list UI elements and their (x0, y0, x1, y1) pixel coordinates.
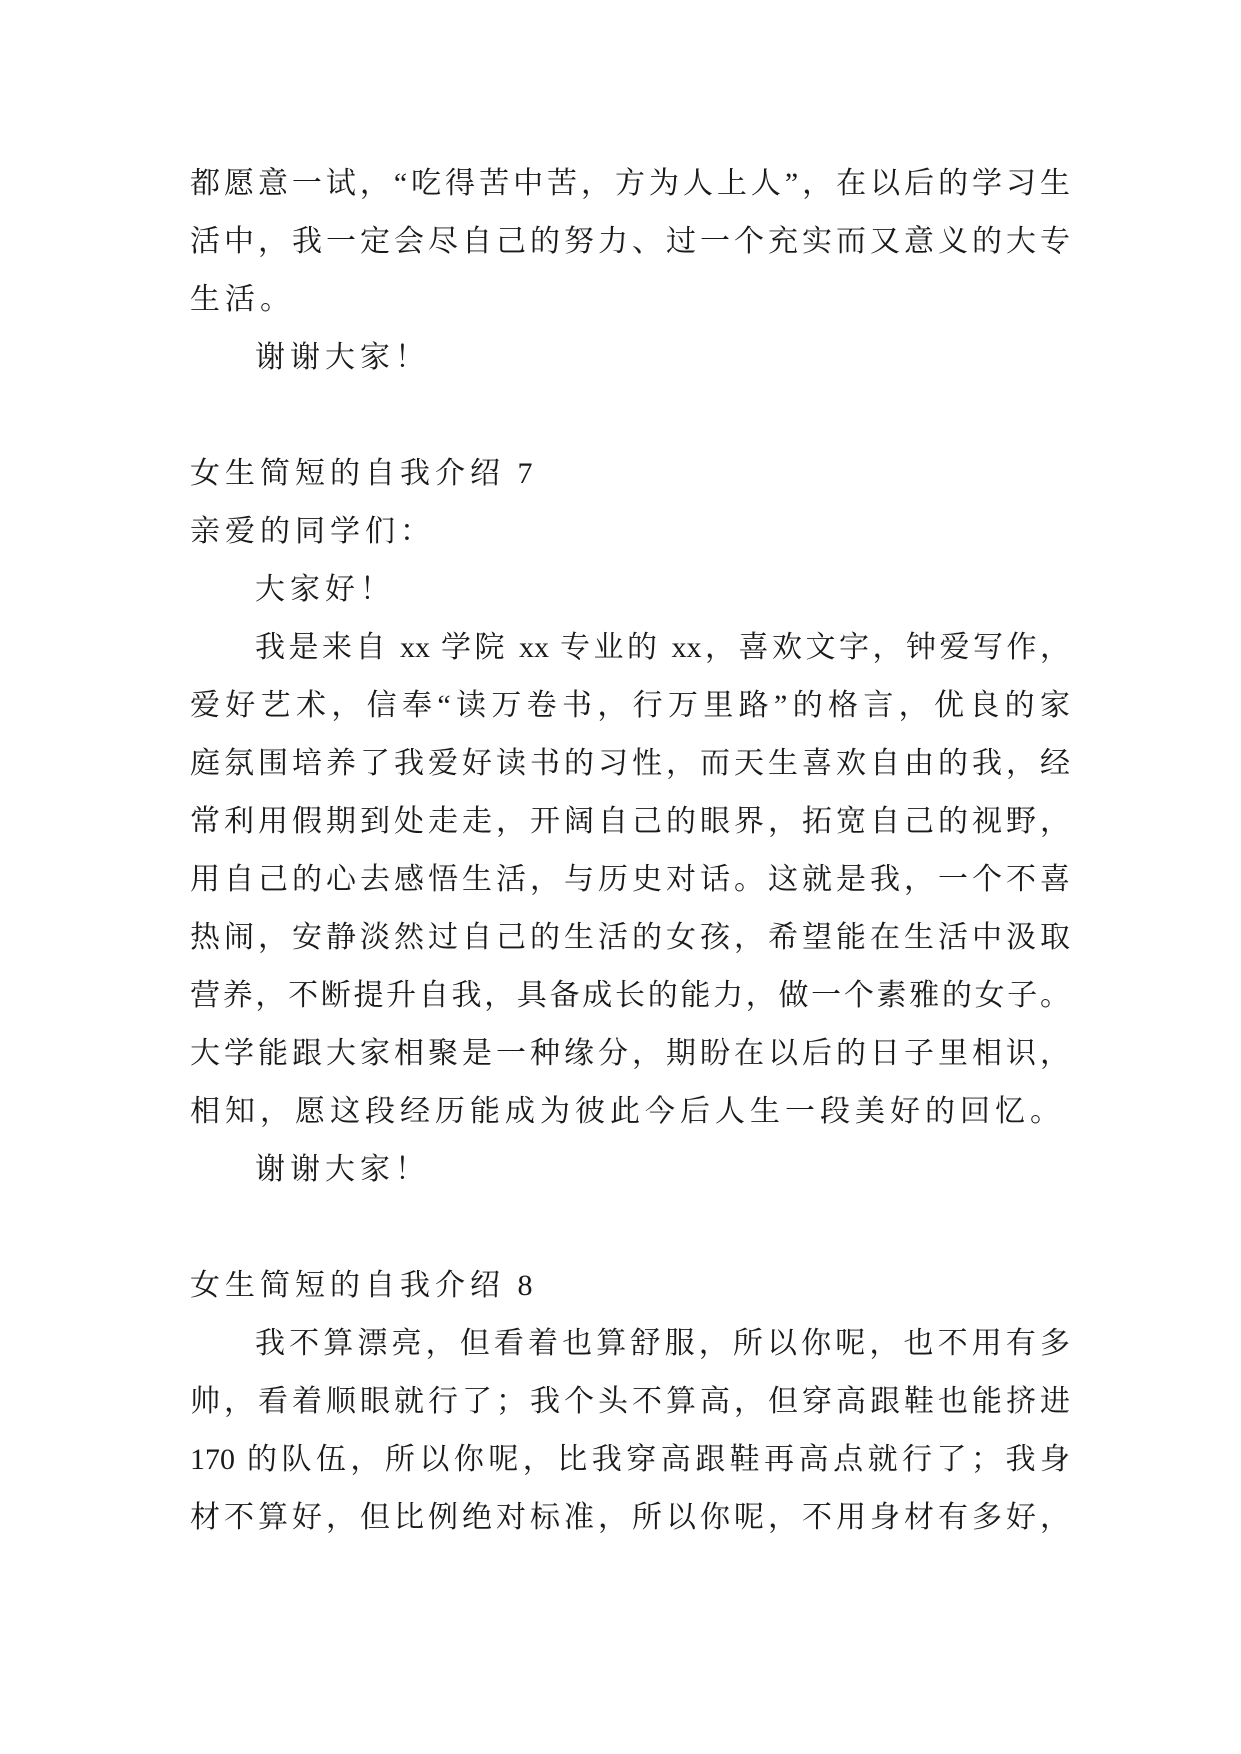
text-line: 爱好艺术，信奉“读万卷书，行万里路”的格言，优良的家 (190, 689, 1070, 722)
text-line: 我是来自 xx 学院 xx 专业的 xx，喜欢文字，钟爱写作， (255, 631, 1070, 664)
text-line: 谢谢大家！ (255, 1153, 430, 1186)
text-line: 材不算好，但比例绝对标准，所以你呢，不用身材有多好， (190, 1501, 1070, 1534)
text-line: 活中，我一定会尽自己的努力、过一个充实而又意义的大专 (190, 225, 1070, 258)
text-line: 热闹，安静淡然过自己的生活的女孩，希望能在生活中汲取 (190, 921, 1070, 954)
text-line: 170 的队伍，所以你呢，比我穿高跟鞋再高点就行了；我身 (190, 1443, 1070, 1476)
text-line: 都愿意一试，“吃得苦中苦，方为人上人”，在以后的学习生 (190, 167, 1070, 200)
document-body (190, 155, 1070, 1547)
text-line: 庭氛围培养了我爱好读书的习性，而天生喜欢自由的我，经 (190, 747, 1070, 780)
text-line: 帅，看着顺眼就行了；我个头不算高，但穿高跟鞋也能挤进 (190, 1385, 1070, 1418)
text-line: 我不算漂亮，但看着也算舒服，所以你呢，也不用有多 (255, 1327, 1070, 1360)
text-line: 亲爱的同学们： (190, 515, 435, 548)
section-heading: 女生简短的自我介绍 7 (190, 457, 538, 490)
section-heading: 女生简短的自我介绍 8 (190, 1269, 538, 1302)
text-line: 生活。 (190, 283, 295, 316)
text-line: 营养，不断提升自我，具备成长的能力，做一个素雅的女子。 (190, 979, 1070, 1012)
text-line: 常利用假期到处走走，开阔自己的眼界，拓宽自己的视野， (190, 805, 1070, 838)
text-line: 大学能跟大家相聚是一种缘分，期盼在以后的日子里相识， (190, 1037, 1070, 1070)
text-line: 大家好！ (255, 573, 395, 606)
text-line: 用自己的心去感悟生活，与历史对话。这就是我，一个不喜 (190, 863, 1070, 896)
text-line: 相知，愿这段经历能成为彼此今后人生一段美好的回忆。 (190, 1095, 1065, 1128)
text-line: 谢谢大家！ (255, 341, 430, 374)
